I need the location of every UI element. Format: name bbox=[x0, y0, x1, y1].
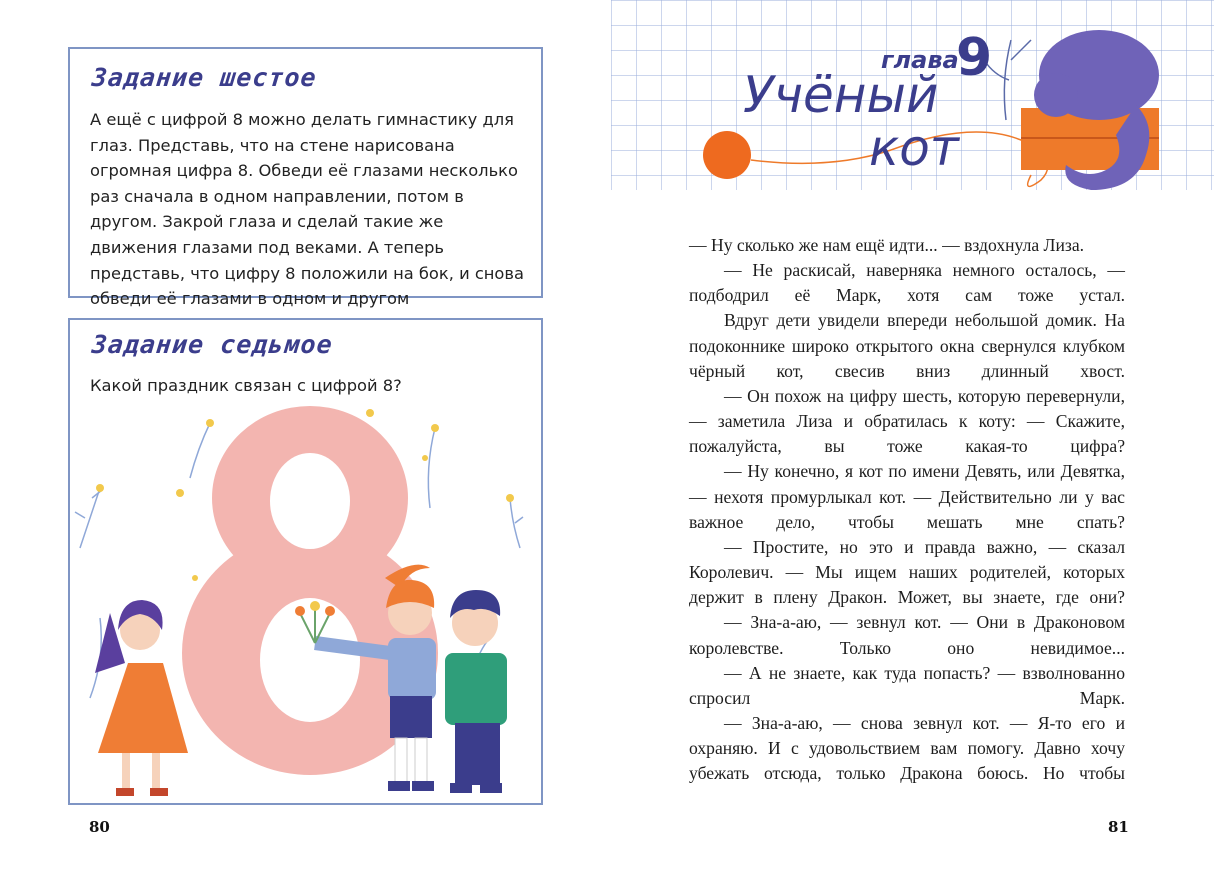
task-six-title: Задание шестое bbox=[90, 63, 319, 92]
story-paragraph: — Ну конечно, я кот по имени Девять, или Девятка, — нехотя промурлыкал кот. — Действительно ли у вас важное дело, чтобы мешать мне спать? bbox=[689, 461, 1125, 532]
story-paragraph: Вдруг дети увидели впереди небольшой домик. На подоконнике широко открытого окна свернулся клубком чёрный кот, свесив вниз длинный хвост. bbox=[689, 310, 1125, 381]
task-seven-question: Какой праздник связан с цифрой 8? bbox=[90, 376, 402, 395]
children-with-eight-illustration bbox=[70, 398, 541, 803]
chapter-title-line1: Учёный bbox=[743, 66, 939, 124]
chapter-header-illustration bbox=[611, 0, 1214, 222]
right-page-number: 81 bbox=[1108, 818, 1129, 836]
story-text bbox=[689, 233, 1125, 786]
yarn-ball-icon bbox=[703, 131, 751, 179]
left-page-number: 80 bbox=[89, 818, 110, 836]
chapter-label: глава bbox=[881, 46, 959, 74]
chapter-title-line2: кот bbox=[869, 119, 959, 177]
chapter-number: 9 bbox=[956, 28, 993, 88]
story-paragraph: — А не знаете, как туда попасть? — взволнованно спросил Марк. bbox=[689, 662, 1125, 708]
boy-green-shirt-illustration bbox=[445, 590, 507, 793]
task-six-box bbox=[68, 47, 543, 309]
story-paragraph: — Ну сколько же нам ещё идти... — вздохнула Лиза. bbox=[689, 235, 1085, 255]
story-paragraph: — Не раскисай, наверняка немного осталось, — подбодрил её Марк, хотя сам тоже устал. bbox=[689, 260, 1125, 306]
story-paragraph: — Зна-а-аю, — зевнул кот. — Они в Драконовом королевстве. Только оно невидимое... bbox=[689, 612, 1125, 658]
task-seven-title: Задание седьмое bbox=[90, 330, 335, 359]
girl-illustration bbox=[95, 600, 188, 796]
task-six-text: А ещё с цифрой 8 можно делать гимнастику для глаз. Представь, что на стене нарисована огромная цифра 8. Обведи её глазами несколько раз сначала в одном направлении, потом в другом. Закрой глаза и сделай такие же движения глазами под веками. А теперь представь, что цифру 8 положили на бок, и снова обведи её глазами в одном и другом bbox=[90, 110, 524, 309]
story-paragraph: — Простите, но это и правда важно, — сказал Королевич. — Мы ищем наших родителей, которых держит в плену Дракон. Может, вы знаете, где они? bbox=[689, 536, 1125, 608]
story-paragraph: — Он похож на цифру шесть, которую перевернули, — заметила Лиза и обратилась к коту: — Скажите, пожалуйста, вы тоже какая-то цифра? bbox=[689, 385, 1125, 457]
task-seven-box bbox=[68, 318, 543, 805]
story-paragraph: — Зна-а-аю, — снова зевнул кот. — Я-то его и охраняю. И с удовольствием вам помогу. Давно хочу убежать отсюда, только Дракона боюсь. Но чтобы bbox=[689, 712, 1125, 784]
